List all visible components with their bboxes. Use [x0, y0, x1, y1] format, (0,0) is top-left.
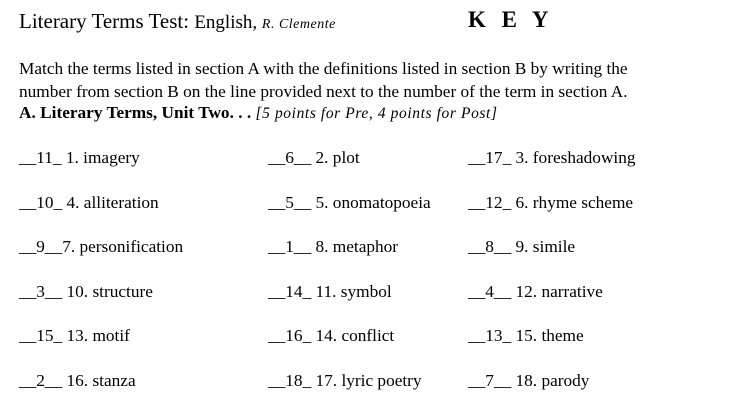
- term-answer-item: __17_ 3. foreshadowing: [468, 148, 636, 167]
- section-points-note: [5 points for Pre, 4 points for Post]: [255, 105, 498, 122]
- term-answer-item: __9__7. personification: [19, 237, 184, 257]
- terms-row: [19, 371, 719, 416]
- term-answer-item: __11_ 1. imagery: [19, 148, 140, 167]
- term-answer-item: __18_ 17. lyric poetry: [268, 370, 422, 390]
- terms-row: [19, 237, 719, 282]
- term-answer-item: __5__ 5. onomatopoeia: [268, 192, 431, 212]
- term-answer-item: __1__ 8. metaphor: [268, 237, 399, 257]
- instructions-line-2: number from section B on the line provided next to the number of the term in section A.: [19, 81, 628, 101]
- term-answer-item: __16_ 14. conflict: [268, 326, 395, 346]
- subject-text: English,: [194, 12, 262, 33]
- term-answer-item: __2__ 16. stanza: [19, 370, 136, 390]
- term-answer-item: __4__ 12. narrative: [468, 281, 603, 301]
- test-title: [19, 9, 336, 34]
- instructions: [19, 58, 719, 103]
- section-title: A. Literary Terms, Unit Two. . .: [19, 103, 252, 122]
- term-answer-item: __6__ 2. plot: [268, 148, 360, 167]
- teacher-name: R. Clemente: [261, 17, 336, 32]
- term-answer-item: __15_ 13. motif: [19, 326, 130, 346]
- terms-row: [19, 326, 719, 371]
- terms-row: [19, 282, 719, 327]
- terms-row: [19, 193, 719, 238]
- title-text: Literary Terms Test:: [19, 9, 195, 33]
- section-heading: [19, 103, 498, 123]
- term-answer-item: __12_ 6. rhyme scheme: [468, 192, 634, 212]
- key-label: K E Y: [468, 7, 554, 32]
- term-answer-item: __13_ 15. theme: [468, 326, 584, 346]
- term-answer-item: __3__ 10. structure: [19, 281, 153, 301]
- term-answer-item: __10_ 4. alliteration: [19, 192, 159, 212]
- terms-grid: [19, 148, 719, 416]
- term-answer-item: __7__ 18. parody: [468, 370, 590, 390]
- term-answer-item: __14_ 11. symbol: [268, 281, 392, 301]
- instructions-line-1: Match the terms listed in section A with the definitions listed in section B by writing the: [19, 59, 628, 78]
- terms-row: [19, 148, 719, 193]
- term-answer-item: __8__ 9. simile: [468, 237, 576, 257]
